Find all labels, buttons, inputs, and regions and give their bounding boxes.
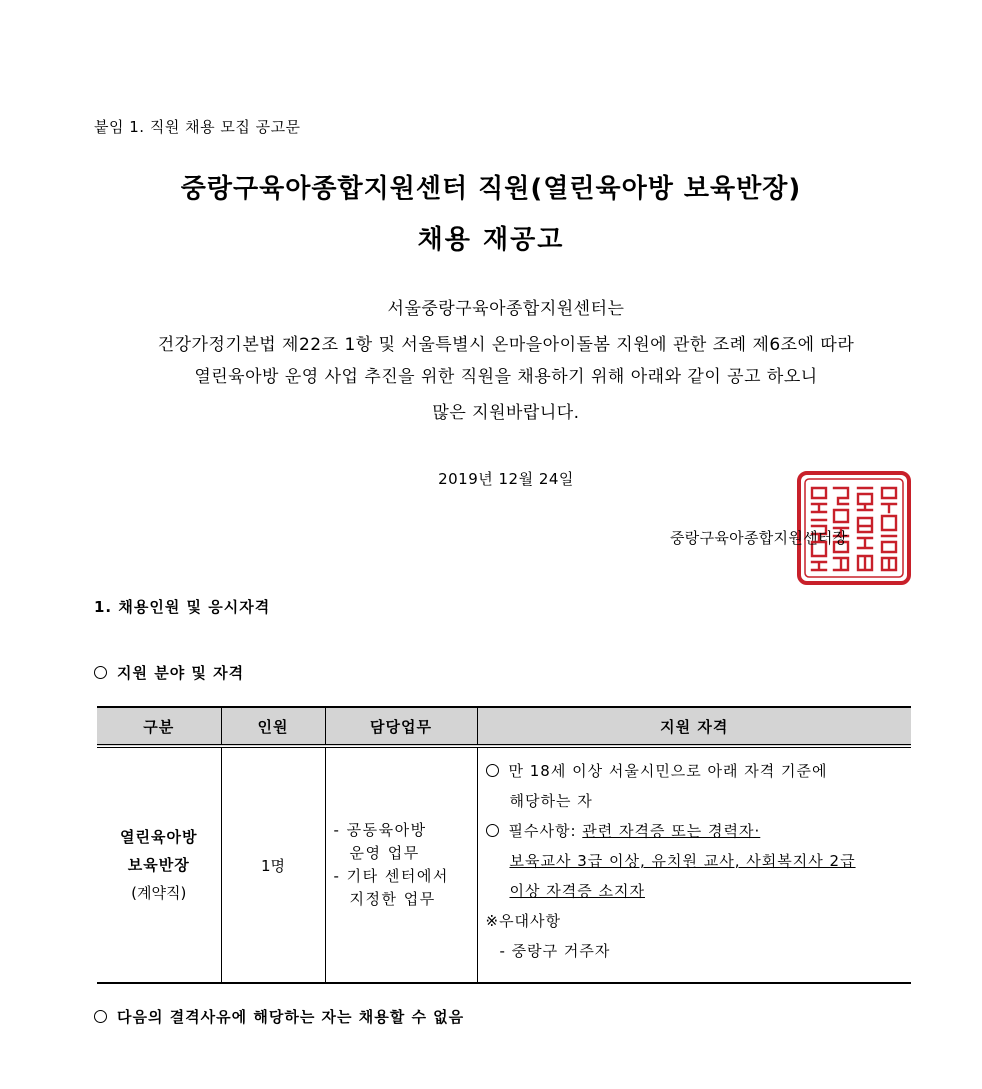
intro-line-2: 건강가정기본법 제22조 1항 및 서울특별시 온마을아이돌봄 지원에 관한 조례 제6조에 따라 — [157, 335, 855, 355]
category-line: (계약직) — [131, 884, 187, 902]
subsection-heading — [94, 1006, 464, 1027]
qual-line — [486, 816, 912, 846]
subsection-heading — [94, 662, 244, 683]
qual-text-underlined: 이상 자격증 소지자 — [509, 882, 645, 900]
qual-line: 보육교사 3급 이상, 유치원 교사, 사회복지사 2급 — [509, 852, 856, 870]
duty-line: 지정한 업무 — [349, 890, 436, 908]
qualifications-cell — [477, 746, 911, 983]
category-line: 열린육아방 — [120, 828, 198, 846]
header-qualifications: 지원 자격 — [477, 707, 911, 746]
circle-bullet-icon — [486, 764, 499, 777]
qual-text-underlined: 관련 자격증 또는 경력자· — [582, 822, 761, 840]
section-heading: 1. 채용인원 및 응시자격 — [94, 598, 271, 616]
circle-bullet-icon — [94, 1010, 107, 1023]
duty-line: - 공동육아방 — [333, 821, 427, 839]
preference-item: - 중랑구 거주자 — [499, 942, 611, 960]
header-duties: 담당업무 — [325, 707, 477, 746]
intro-line-4: 많은 지원바랍니다. — [432, 403, 580, 423]
table-row — [97, 746, 911, 983]
qual-line: 해당하는 자 — [509, 792, 593, 810]
category-line: 보육반장 — [127, 856, 190, 874]
duty-line: - 기타 센터에서 — [333, 867, 449, 885]
header-category: 구분 — [97, 707, 221, 746]
qual-text: 만 18세 이상 서울시민으로 아래 자격 기준에 — [508, 762, 828, 780]
preference-title: ※우대사항 — [485, 912, 562, 930]
subsection-label: 지원 분야 및 자격 — [117, 664, 245, 682]
duty-line: 운영 업무 — [349, 844, 420, 862]
qualification-table — [97, 706, 911, 984]
announcement-date: 2019년 12월 24일 — [438, 470, 574, 488]
category-cell — [97, 746, 221, 983]
circle-bullet-icon — [94, 666, 107, 679]
circle-bullet-icon — [486, 824, 499, 837]
qual-line — [486, 876, 912, 906]
header-headcount: 인원 — [221, 707, 325, 746]
qual-line — [486, 756, 912, 786]
duties-cell — [325, 746, 477, 983]
intro-line-1: 서울중랑구육아종합지원센터는 — [387, 299, 625, 319]
qual-text: 필수사항: — [508, 822, 583, 840]
attachment-label: 붙임 1. 직원 채용 모집 공고문 — [94, 118, 301, 136]
signer-name: 중랑구육아종합지원센터장 — [670, 529, 848, 547]
subsection-label: 다음의 결격사유에 해당하는 자는 채용할 수 없음 — [117, 1008, 465, 1026]
page-title-line2: 채용 재공고 — [417, 225, 565, 255]
intro-line-3: 열린육아방 운영 사업 추진을 위한 직원을 채용하기 위해 아래와 같이 공고 하오니 — [194, 367, 818, 387]
page-title: 중랑구육아종합지원센터 직원(열린육아방 보육반장) — [180, 174, 802, 204]
headcount-cell: 1명 — [221, 746, 325, 983]
